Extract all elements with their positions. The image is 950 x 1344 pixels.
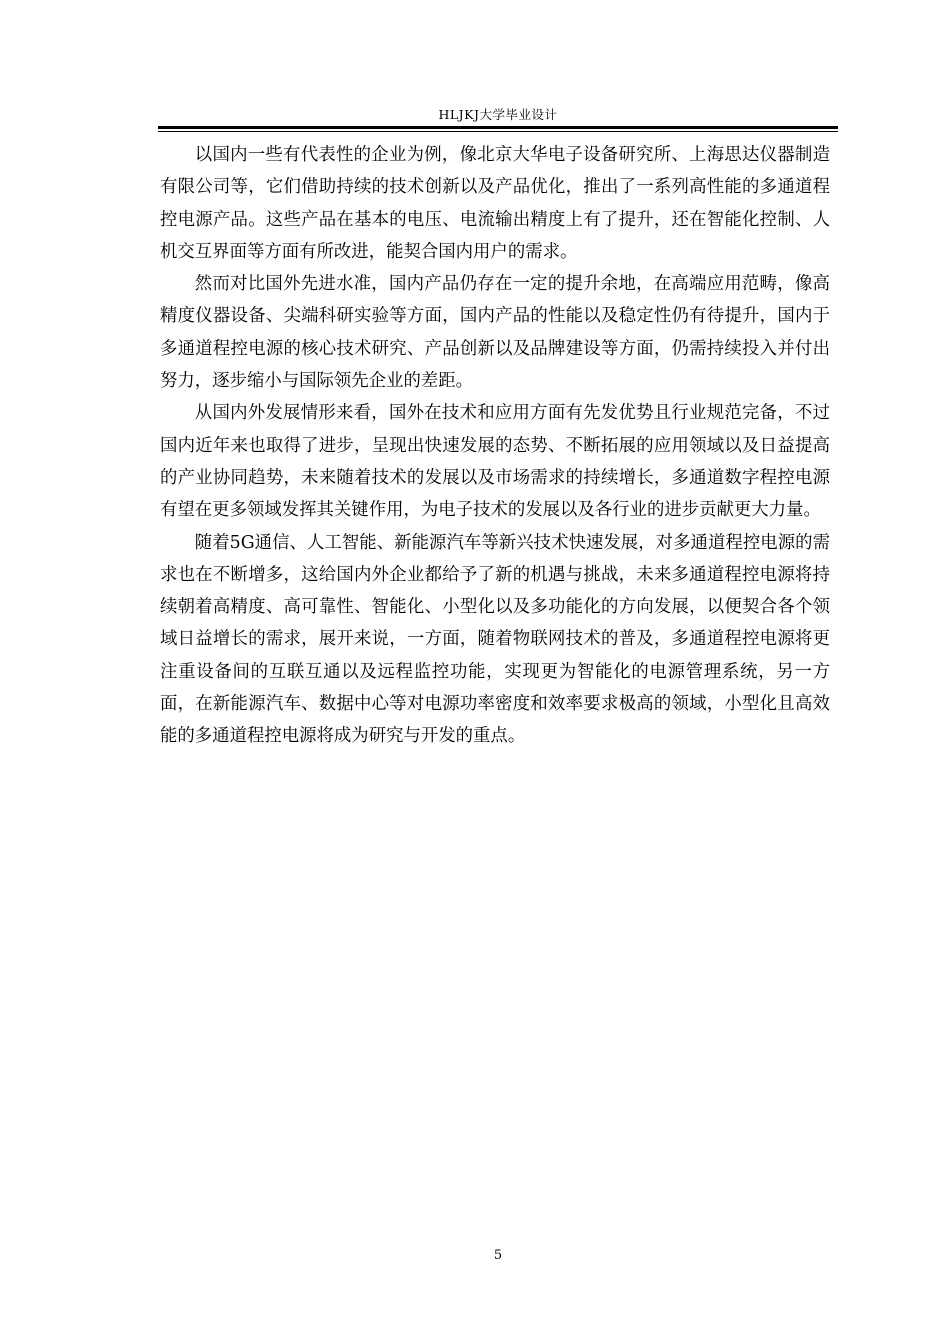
paragraph-future-trends: 随着5G通信、人工智能、新能源汽车等新兴技术快速发展，对多通道程控电源的需求也在不断增多，这给国内外企业都给予了新的机遇与挑战，未来多通道程控电源将持续朝着高精度、高可靠性、智能化、小型化以及多功能化的方向发展，以便契合各个领域日益增长的需求，展开来说，一方面，随着物联网技术的普及，多通道程控电源将更注重设备间的互联互通以及远程监控功能，实现更为智能化的电源管理系统，另一方面，在新能源汽车、数据中心等对电源功率密度和效率要求极高的领域，小型化且高效能的多通道程控电源将成为研究与开发的重点。 — [160, 532, 830, 747]
header-rule-thin — [158, 131, 838, 132]
paragraph-development-overview: 从国内外发展情形来看，国外在技术和应用方面有先发优势且行业规范完备，不过国内近年来也取得了进步，呈现出快速发展的态势、不断拓展的应用领域以及日益提高的产业协同趋势，未来随着技术的发展以及市场需求的持续增长，多通道数字程控电源有望在更多领域发挥其关键作用，为电子技术的发展以及各行业的进步贡献更大力量。 — [160, 403, 830, 521]
body-text — [160, 139, 830, 753]
paragraph-domestic-examples: 以国内一些有代表性的企业为例，像北京大华电子设备研究所、上海思达仪器制造有限公司等，它们借助持续的技术创新以及产品优化，推出了一系列高性能的多通道程控电源产品。这些产品在基本的电压、电流输出精度上有了提升，还在智能化控制、人机交互界面等方面有所改进，能契合国内用户的需求。 — [160, 145, 830, 262]
header-rule-thick — [158, 126, 838, 129]
paragraph-gap-analysis: 然而对比国外先进水准，国内产品仍存在一定的提升余地，在高端应用范畴，像高精度仪器设备、尖端科研实验等方面，国内产品的性能以及稳定性仍有待提升，国内于多通道程控电源的核心技术研究、产品创新以及品牌建设等方面，仍需持续投入并付出努力，逐步缩小与国际领先企业的差距。 — [160, 274, 830, 392]
page-number: 5 — [493, 1248, 503, 1263]
page-header-title: HLJKJ大学毕业设计 — [438, 107, 558, 122]
